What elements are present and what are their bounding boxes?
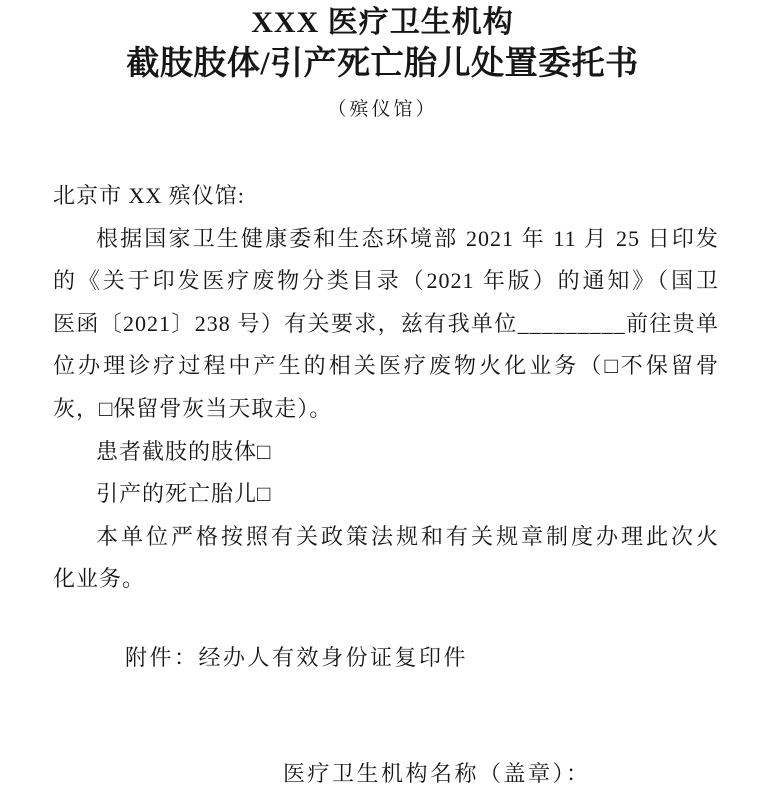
funeral-home-subtitle: （殡仪馆） bbox=[327, 99, 438, 120]
checklist-item-amputated-limb bbox=[53, 431, 719, 474]
org-name-seal-label: 医疗卫生机构名称（盖章）： bbox=[283, 760, 591, 786]
paragraph1-line1: 根据国家卫生健康委和生态环境部 2021 年 11 月 25 日印发 bbox=[96, 225, 719, 251]
unit-name-fill-in-blank[interactable]: _________ bbox=[517, 310, 626, 336]
attachment-note: 附件：经办人有效身份证复印件 bbox=[125, 644, 469, 670]
paragraph1-line4: 位办理诊疗过程中产生的相关医疗废物火化业务（□不保留骨 bbox=[53, 353, 719, 379]
paragraph1-line2: 的《关于印发医疗废物分类目录（2021 年版）的通知》（国卫 bbox=[53, 268, 719, 294]
checklist-item-amputated-limb-label: 患者截肢的肢体 bbox=[96, 438, 258, 464]
checklist-item-stillborn-fetus bbox=[53, 473, 719, 516]
checklist-item-stillborn-fetus-label: 引产的死亡胎儿 bbox=[96, 481, 258, 507]
paragraph1-line3-before-blank: 医函〔2021〕238 号）有关要求，兹有我单位 bbox=[53, 310, 518, 336]
paragraph2-line2: 化业务。 bbox=[53, 566, 146, 592]
paragraph1-line3-after-blank: 前往贵单 bbox=[625, 310, 719, 336]
paragraph1-line3 bbox=[53, 303, 719, 346]
document-title-line2: 截肢肢体/引产死亡胎儿处置委托书 bbox=[126, 46, 639, 82]
paragraph1-line5: 灰，□保留骨灰当天取走）。 bbox=[53, 395, 333, 421]
stillborn-fetus-checkbox[interactable]: □ bbox=[257, 481, 272, 507]
amputated-limb-checkbox[interactable]: □ bbox=[257, 438, 272, 464]
paragraph2-line1: 本单位严格按照有关政策法规和有关规章制度办理此次火 bbox=[96, 523, 719, 549]
addressee-salutation: 北京市 XX 殡仪馆: bbox=[53, 183, 245, 208]
document-body bbox=[53, 175, 719, 789]
document-title-line1: XXX 医疗卫生机构 bbox=[251, 6, 514, 39]
